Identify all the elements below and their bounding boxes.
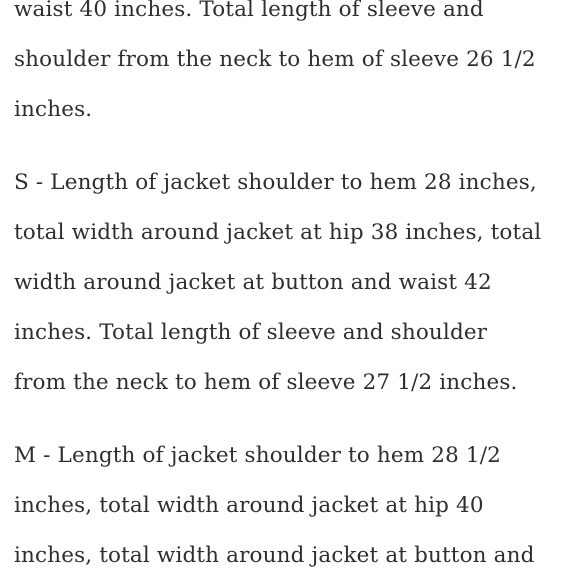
text-line: S - Length of jacket shoulder to hem 28 inches, <box>14 170 537 195</box>
text-line: from the neck to hem of sleeve 27 1/2 inches. <box>14 370 518 395</box>
paragraph-size-s <box>14 158 580 408</box>
paragraph-previous-size-continued <box>14 0 580 135</box>
size-description <box>14 0 580 580</box>
text-line: width around jacket at button and waist 42 <box>14 270 492 295</box>
text-line: total width around jacket at hip 38 inches, total <box>14 220 542 245</box>
text-line: inches, total width around jacket at button and <box>14 543 535 568</box>
text-line: inches. Total length of sleeve and shoulder <box>14 320 488 345</box>
paragraph-size-m <box>14 431 580 580</box>
text-line: M - Length of jacket shoulder to hem 28 1/2 <box>14 443 501 468</box>
text-line: inches. <box>14 97 93 122</box>
text-line: shoulder from the neck to hem of sleeve 26 1/2 <box>14 47 536 72</box>
text-line: inches, total width around jacket at hip 40 <box>14 493 484 518</box>
text-line: waist 40 inches. Total length of sleeve and <box>14 0 484 22</box>
